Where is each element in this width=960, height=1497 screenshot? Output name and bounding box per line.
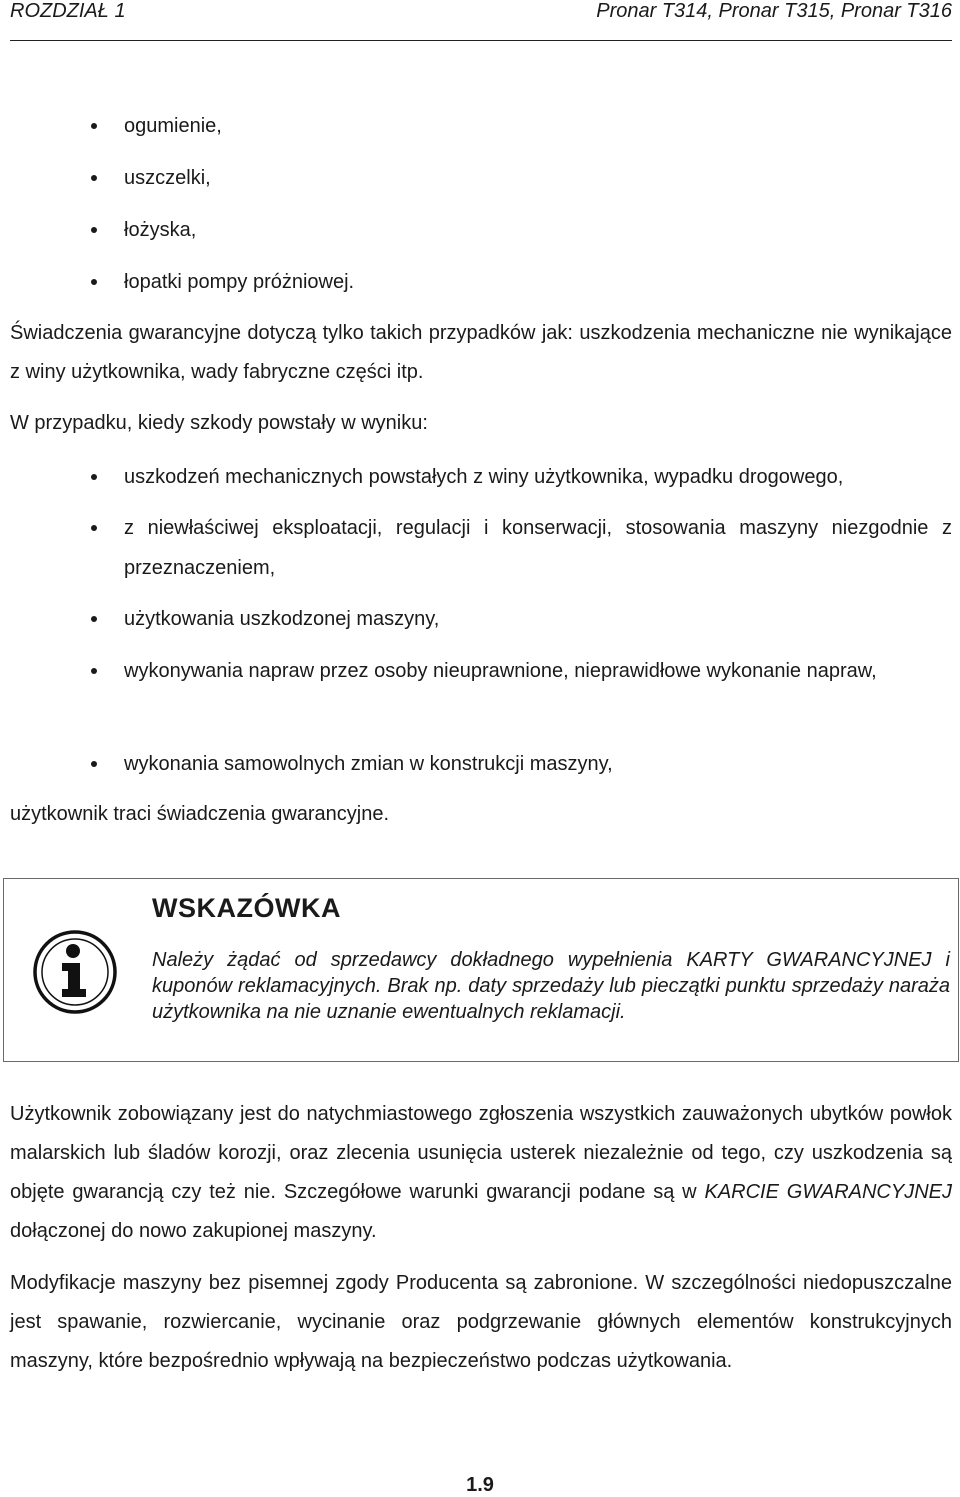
- bullet-icon: [91, 227, 97, 233]
- list-item: łopatki pompy próżniowej.: [124, 262, 952, 302]
- note-title: WSKAZÓWKA: [152, 893, 341, 923]
- bullet-icon: [91, 616, 97, 622]
- document-title: Pronar T314, Pronar T315, Pronar T316: [596, 0, 952, 22]
- damage-causes-intro: W przypadku, kiedy szkody powstały w wyniku:: [10, 412, 428, 434]
- bullet-icon: [91, 279, 97, 285]
- warranty-scope-paragraph: Świadczenia gwarancyjne dotyczą tylko takich przypadków jak: uszkodzenia mechaniczne nie wynikające z winy użytkownika, wady fabryczne części itp.: [10, 322, 952, 383]
- list-item: ogumienie,: [124, 106, 952, 146]
- warranty-card-reference: KARCIE GWARANCYJNEJ: [704, 1181, 953, 1203]
- paint-damage-paragraph: Użytkownik zobowiązany jest do natychmiastowego zgłoszenia wszystkich zauważonych ubytków powłok malarskich lub śladów korozji, oraz zlecenia usunięcia usterek niezależnie od tego, czy uszkodzenia są objęte gwarancją czy też nie. Szczegółowe warunki gwarancji podane są w KARCIE GWARANCYJNEJ dołączonej do nowo zakupionej maszyny.: [10, 1103, 953, 1242]
- warranty-loss-paragraph: użytkownik traci świadczenia gwarancyjne.: [10, 803, 390, 825]
- list-item: uszkodzeń mechanicznych powstałych z winy użytkownika, wypadku drogowego,: [124, 457, 952, 497]
- bullet-icon: [91, 525, 97, 531]
- bullet-icon: [91, 761, 97, 767]
- list-item: wykonywania napraw przez osoby nieuprawnione, nieprawidłowe wykonanie napraw,: [124, 651, 952, 691]
- page-number: 1.9: [466, 1474, 494, 1496]
- note-box: [3, 878, 959, 1062]
- list-item: uszczelki,: [124, 158, 952, 198]
- bullet-icon: [91, 474, 97, 480]
- page-header: [10, 0, 952, 41]
- list-item: wykonania samowolnych zmian w konstrukcji maszyny,: [124, 744, 952, 784]
- note-text: Należy żądać od sprzedawcy dokładnego wypełnienia KARTY GWARANCYJNEJ i kuponów reklamacyjnych. Brak np. daty sprzedaży lub pieczątki punktu sprzedaży naraża użytkownika na nie uznanie ewentualnych reklamacji.: [152, 949, 950, 1023]
- modifications-paragraph: Modyfikacje maszyny bez pisemnej zgody Producenta są zabronione. W szczególności niedopuszczalne jest spawanie, rozwiercanie, wycinanie oraz podgrzewanie głównych elementów konstrukcyjnych maszyny, które bezpośrednio wpływają na bezpieczeństwo podczas użytkowania.: [10, 1272, 952, 1372]
- chapter-label: ROZDZIAŁ 1: [10, 0, 126, 22]
- list-item: łożyska,: [124, 210, 952, 250]
- info-icon: [32, 929, 118, 1015]
- bullet-icon: [91, 123, 97, 129]
- list-item: użytkowania uszkodzonej maszyny,: [124, 599, 952, 639]
- bullet-icon: [91, 175, 97, 181]
- bullet-icon: [91, 668, 97, 674]
- list-item: z niewłaściwej eksploatacji, regulacji i konserwacji, stosowania maszyny niezgodnie z przeznaczeniem,: [124, 508, 952, 588]
